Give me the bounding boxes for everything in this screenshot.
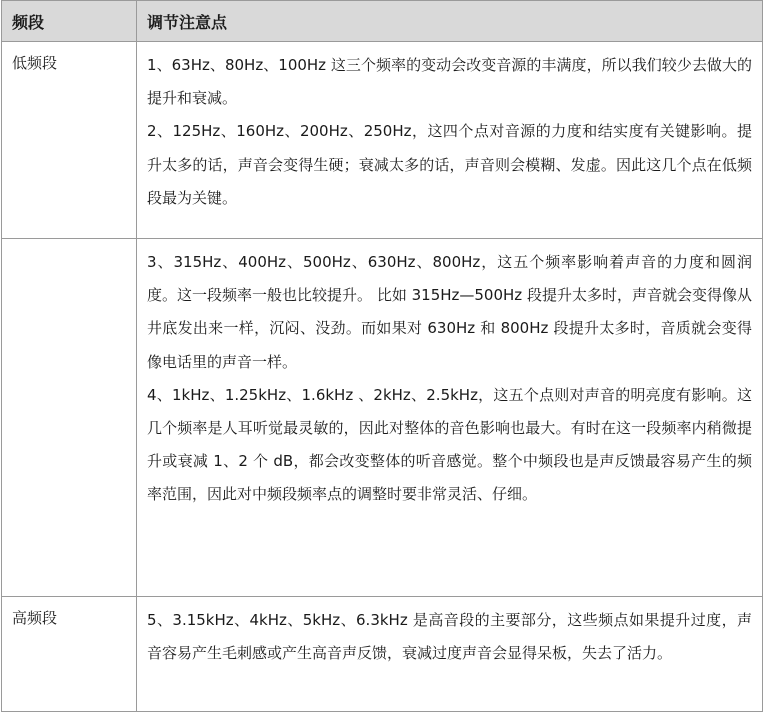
- note-item-3: 3、315Hz、400Hz、500Hz、630Hz、800Hz，这五个频率影响着声音的力度和圆润度。这一段频率一般也比较提升。 比如 315Hz—500Hz 段提升太多时，声音就会变得像从井底发出来一样，沉闷、没劲。而如果对 630Hz 和 800Hz 段提升太多时，音质就会变得像电话里的声音一样。: [147, 253, 752, 371]
- header-notes: 调节注意点: [137, 1, 763, 42]
- table-row-high: [2, 597, 763, 712]
- note-item-1: 1、63Hz、80Hz、100Hz 这三个频率的变动会改变音源的丰满度，所以我们较少去做大的提升和衰减。: [147, 56, 752, 108]
- note-item-2: 2、125Hz、160Hz、200Hz、250Hz，这四个点对音源的力度和结实度有关键影响。提升太多的话，声音会变得生硬；衰减太多的话，声音则会模糊、发虚。因此这几个点在低频段最为关键。: [147, 122, 752, 207]
- notes-cell-mid: [137, 239, 763, 597]
- band-cell-mid: [2, 239, 137, 597]
- notes-cell-high: [137, 597, 763, 712]
- band-cell-low: 低频段: [2, 42, 137, 239]
- frequency-table: [1, 0, 763, 712]
- note-item-4: 4、1kHz、1.25kHz、1.6kHz 、2kHz、2.5kHz，这五个点则对声音的明亮度有影响。这几个频率是人耳听觉最灵敏的，因此对整体的音色影响也最大。有时在这一段频率内稍微提升或衰减 1、2 个 dB，都会改变整体的听音感觉。整个中频段也是声反馈最容易产生的频率范围，因此对中频段频率点的调整时要非常灵活、仔细。: [147, 385, 752, 504]
- band-cell-high: 高频段: [2, 597, 137, 712]
- table-header-row: [2, 1, 763, 42]
- header-band: 频段: [2, 1, 137, 42]
- table-row-mid: [2, 239, 763, 597]
- table-row-low: [2, 42, 763, 239]
- notes-cell-low: [137, 42, 763, 239]
- note-item-5: 5、3.15kHz、4kHz、5kHz、6.3kHz 是高音段的主要部分，这些频点如果提升过度，声音容易产生毛刺感或产生高音声反馈，衰减过度声音会显得呆板，失去了活力。: [147, 611, 752, 663]
